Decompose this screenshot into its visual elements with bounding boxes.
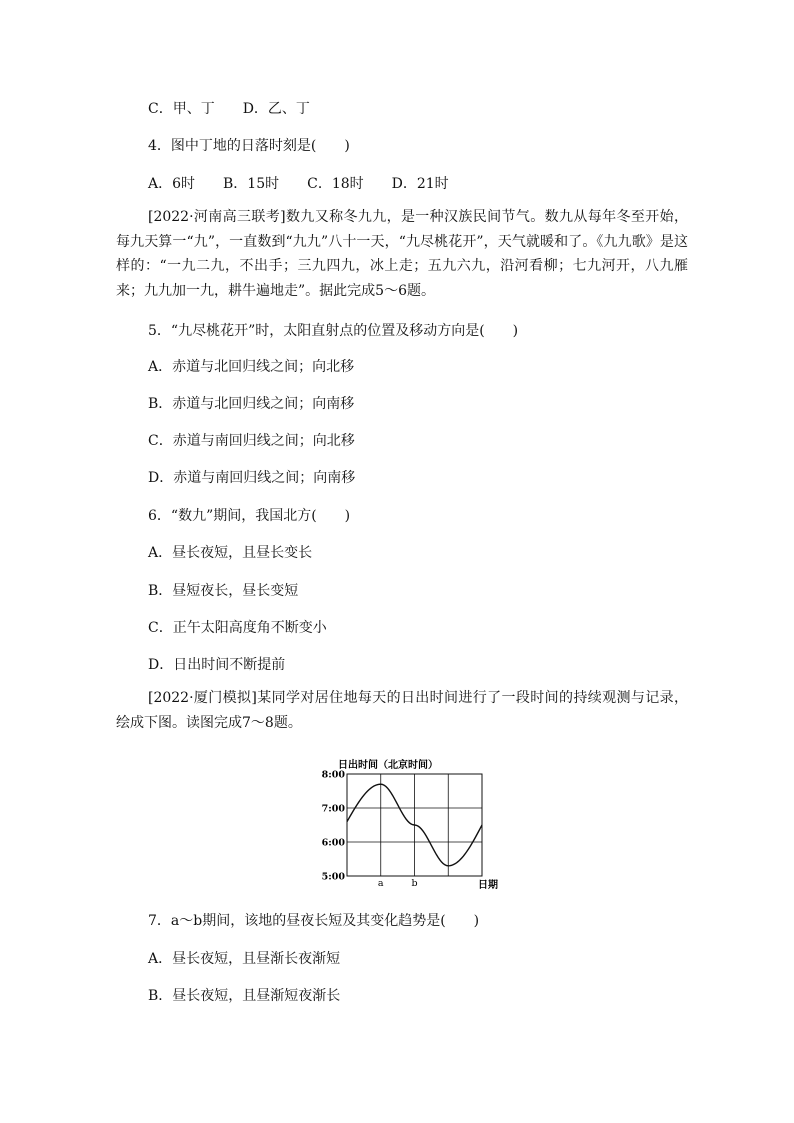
q7-a: A．昼长夜短，且昼渐长夜渐短 (148, 951, 341, 967)
q7-b: B．昼长夜短，且昼渐短夜渐长 (148, 988, 341, 1004)
chart-ylabel: 日出时间（北京时间） (338, 760, 438, 771)
sunrise-time-chart (310, 752, 510, 894)
q6-c: C．正午太阳高度角不断变小 (148, 620, 327, 636)
q6-a: A．昼长夜短，且昼长变长 (148, 545, 313, 561)
q5-b: B．赤道与北回归线之间；向南移 (148, 396, 355, 412)
q6-b: B．昼短夜长，昼长变短 (148, 583, 299, 599)
chart-y-tick: 8:00 (321, 769, 345, 781)
chart-x-label: a (377, 878, 384, 889)
chart-y-ticks (322, 770, 346, 883)
chart-y-tick: 5:00 (321, 871, 345, 883)
q6-stem: 6．“数九”期间，我国北方( ) (148, 508, 351, 524)
chart-y-tick: 7:00 (321, 803, 345, 815)
q5-a: A．赤道与北回归线之间；向北移 (148, 359, 355, 375)
q4-options: A．6时 B．15时 C．18时 D．21时 (148, 176, 449, 192)
q5-stem: 5．“九尽桃花开”时，太阳直射点的位置及移动方向是( ) (148, 323, 519, 339)
chart-xlabel: 日期 (478, 880, 498, 891)
passage-xiamen: [2022·厦门模拟]某同学对居住地每天的日出时间进行了一段时间的持续观测与记录，绘成下图。读图完成7～8题。 (116, 690, 688, 731)
chart-y-tick: 6:00 (321, 837, 345, 849)
q3-options: C．甲、丁 D．乙、丁 (148, 101, 310, 117)
q7-stem: 7．a～b期间，该地的昼夜长短及其变化趋势是( ) (148, 913, 480, 929)
q4-stem: 4．图中丁地的日落时刻是( ) (148, 138, 350, 154)
q5-c: C．赤道与南回归线之间；向北移 (148, 433, 355, 449)
passage-shujiu: [2022·河南高三联考]数九又称冬九九，是一种汉族民间节气。数九从每年冬至开始，每九天算一“九”，一直数到“九九”八十一天，“九尽桃花开”，天气就暖和了。《九九歌》是这样的：“一九二九，不出手；三九四九，冰上走；五九六九，沿河看柳；七九河开，八九雁来；九九加一九，耕牛遍地走”。据此完成5～6题。 (116, 209, 688, 299)
q5-d: D．赤道与南回归线之间；向南移 (148, 470, 356, 486)
chart-x-label: b (411, 878, 418, 889)
chart-x-labels (378, 878, 418, 889)
q6-d: D．日出时间不断提前 (148, 657, 286, 673)
